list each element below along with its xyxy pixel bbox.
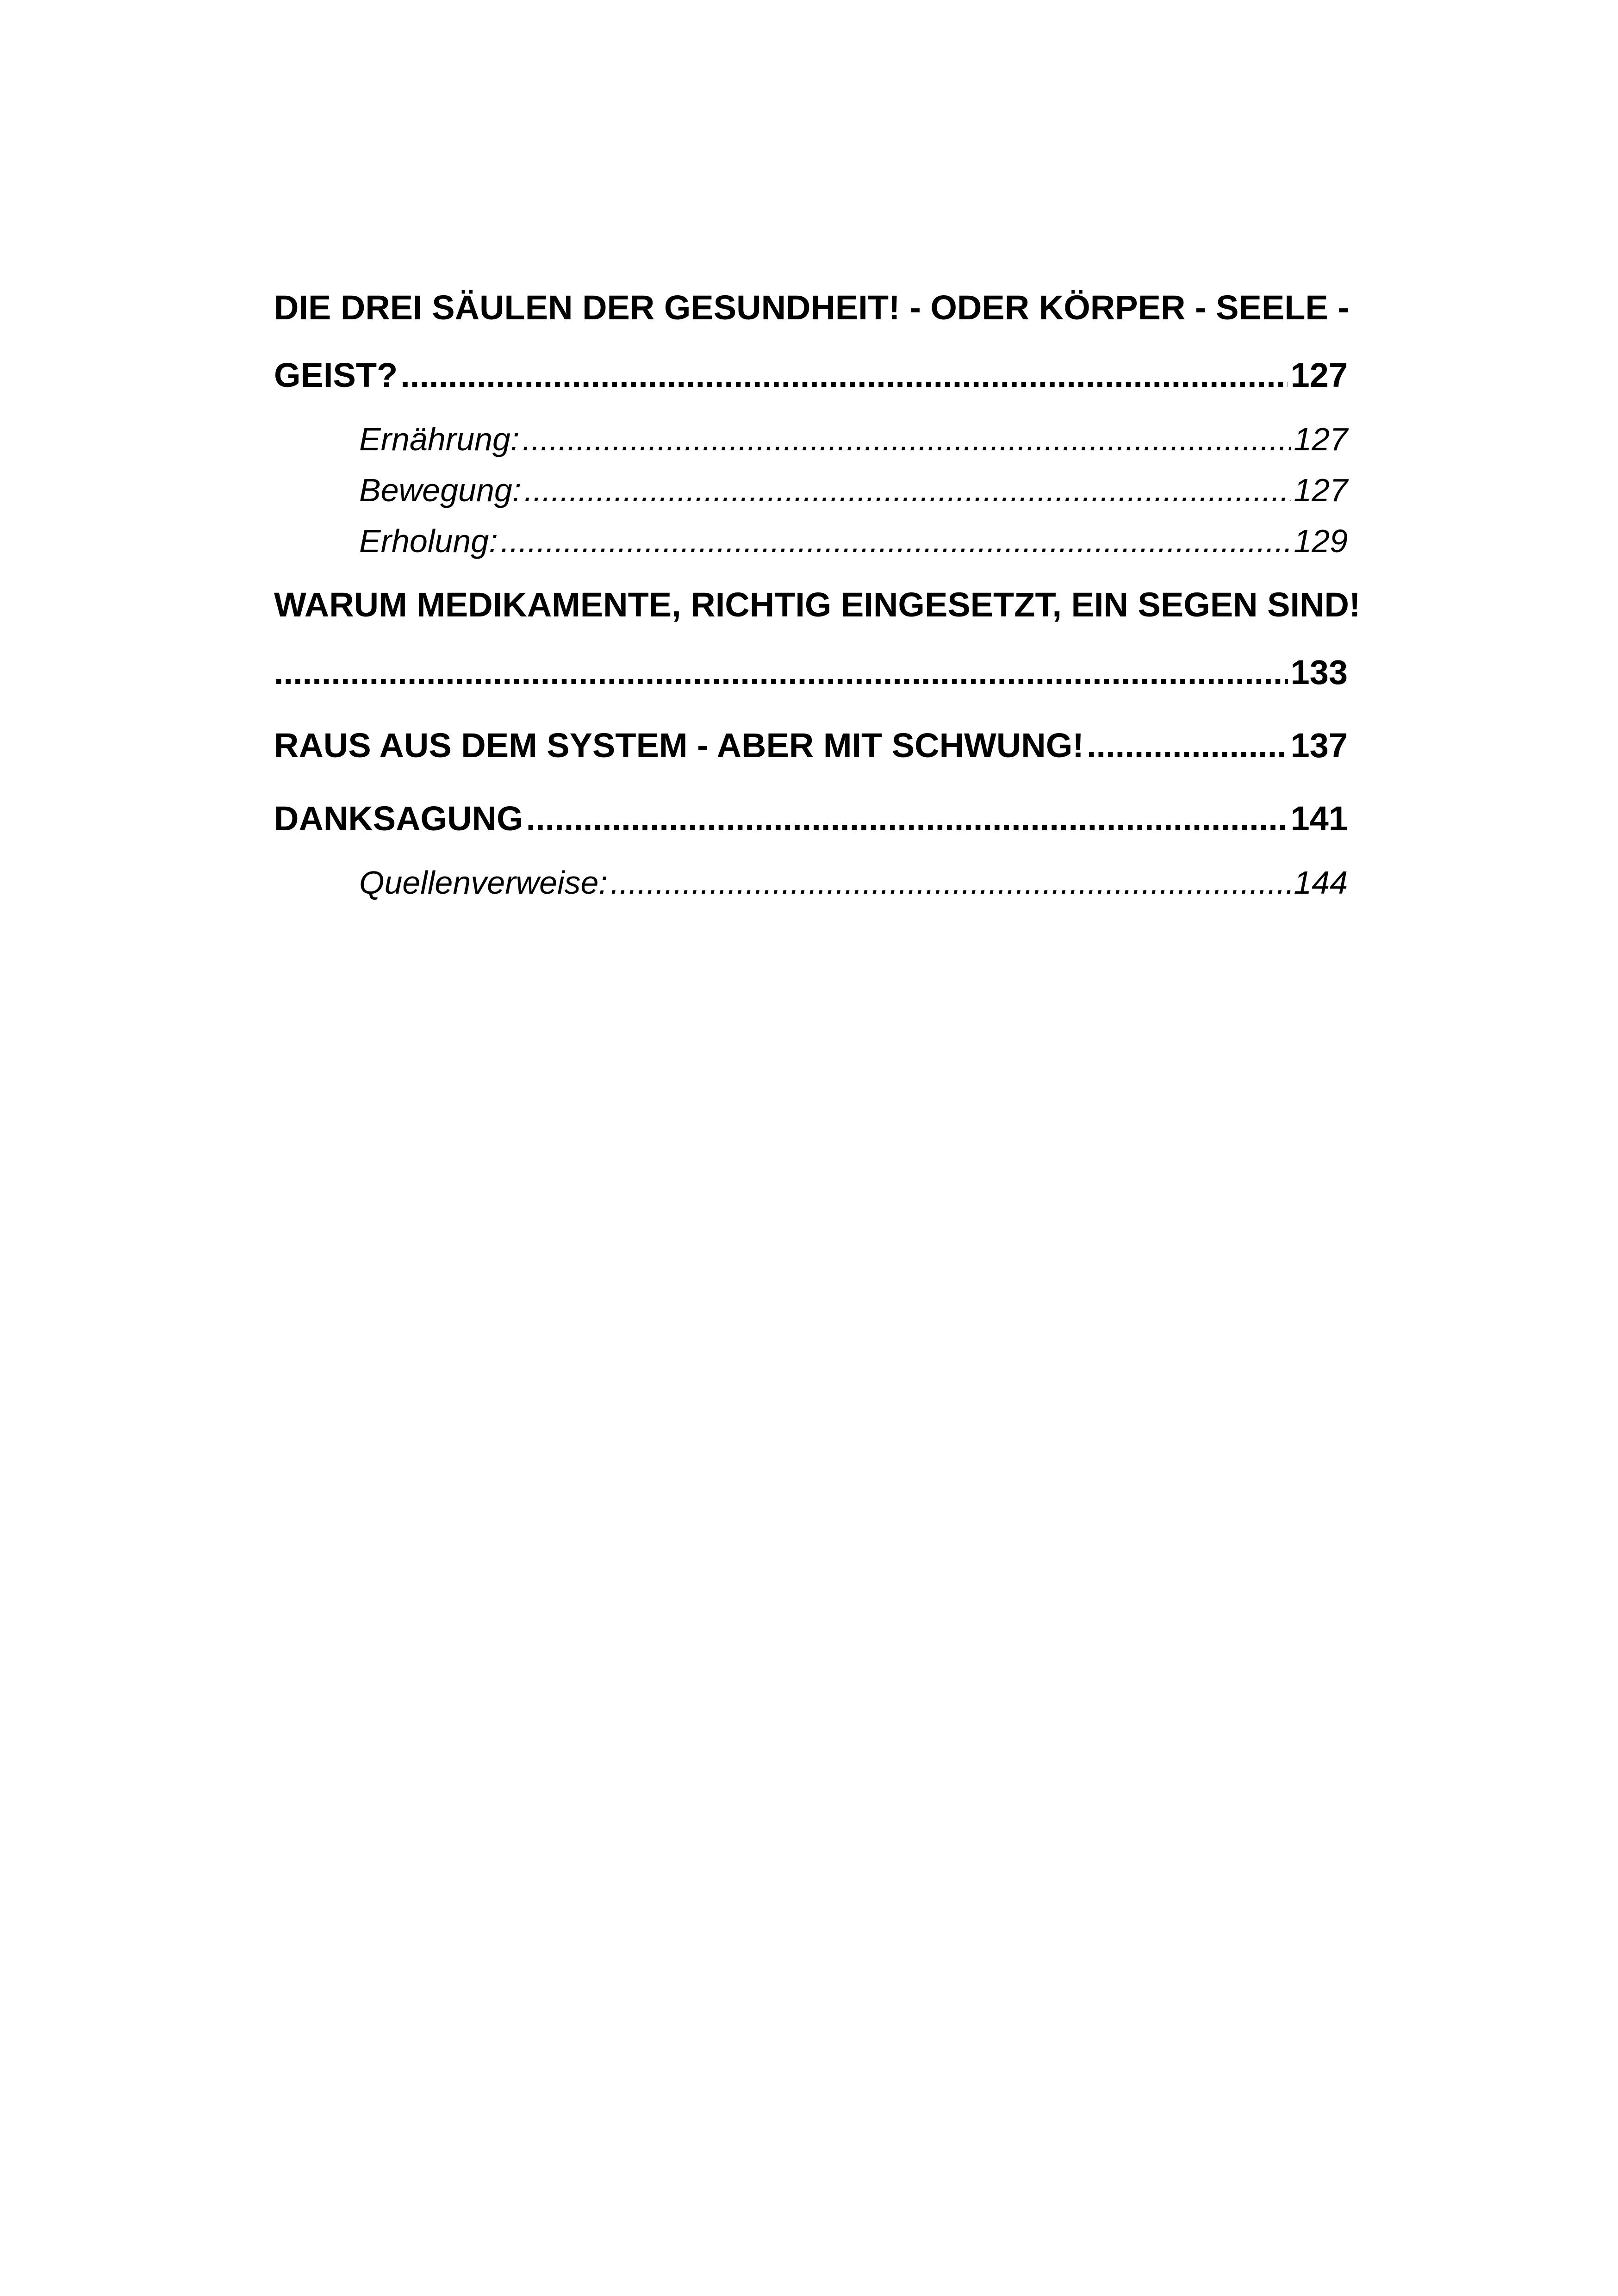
toc-subentry-title: Quellenverweise: [359, 865, 608, 901]
toc-entry-title-line2: GEIST? [274, 356, 398, 394]
toc-page-number: 129 [1294, 523, 1348, 559]
toc-entry-title-line1: WARUM MEDIKAMENTE, RICHTIG EINGESETZT, EIN SEGEN SIND! [274, 585, 1361, 624]
toc-entry-title-line1: DIE DREI SÄULEN DER GESUNDHEIT! - ODER KÖRPER - SEELE - [274, 288, 1349, 327]
toc-page-number: 137 [1290, 726, 1348, 765]
toc-page-number: 141 [1290, 799, 1348, 838]
dot-leader [400, 342, 1288, 409]
dot-leader [501, 516, 1291, 566]
toc-page-number: 144 [1294, 865, 1348, 901]
dot-leader [526, 785, 1288, 852]
toc-subentry-bewegung[interactable] [274, 465, 1348, 516]
toc-subentry-title: Ernährung: [359, 421, 520, 457]
dot-leader [610, 857, 1291, 908]
toc-subentry-erholung[interactable] [274, 516, 1348, 566]
toc-entry-title: RAUS AUS DEM SYSTEM - ABER MIT SCHWUNG! [274, 726, 1084, 765]
dot-leader [522, 414, 1291, 465]
toc-subentry-quellenverweise[interactable] [274, 857, 1348, 908]
toc-entry-medikamente[interactable] [274, 571, 1361, 706]
toc-page-number: 127 [1294, 472, 1348, 508]
dot-leader [524, 465, 1291, 516]
toc-subentry-ernaehrung[interactable] [274, 414, 1348, 465]
toc-page-number: 133 [1290, 653, 1348, 691]
toc-entry-danksagung[interactable] [274, 785, 1348, 852]
toc-subentry-title: Erholung: [359, 523, 498, 559]
table-of-contents [274, 274, 1361, 908]
dot-leader [274, 639, 1288, 706]
toc-page-number: 127 [1294, 421, 1348, 457]
toc-subentry-title: Bewegung: [359, 472, 522, 508]
toc-entry-raus-aus-dem-system[interactable] [274, 712, 1348, 779]
toc-entry-drei-saeulen[interactable] [274, 274, 1348, 409]
toc-page-number: 127 [1290, 356, 1348, 394]
dot-leader [1087, 712, 1288, 779]
toc-entry-title: DANKSAGUNG [274, 799, 523, 838]
